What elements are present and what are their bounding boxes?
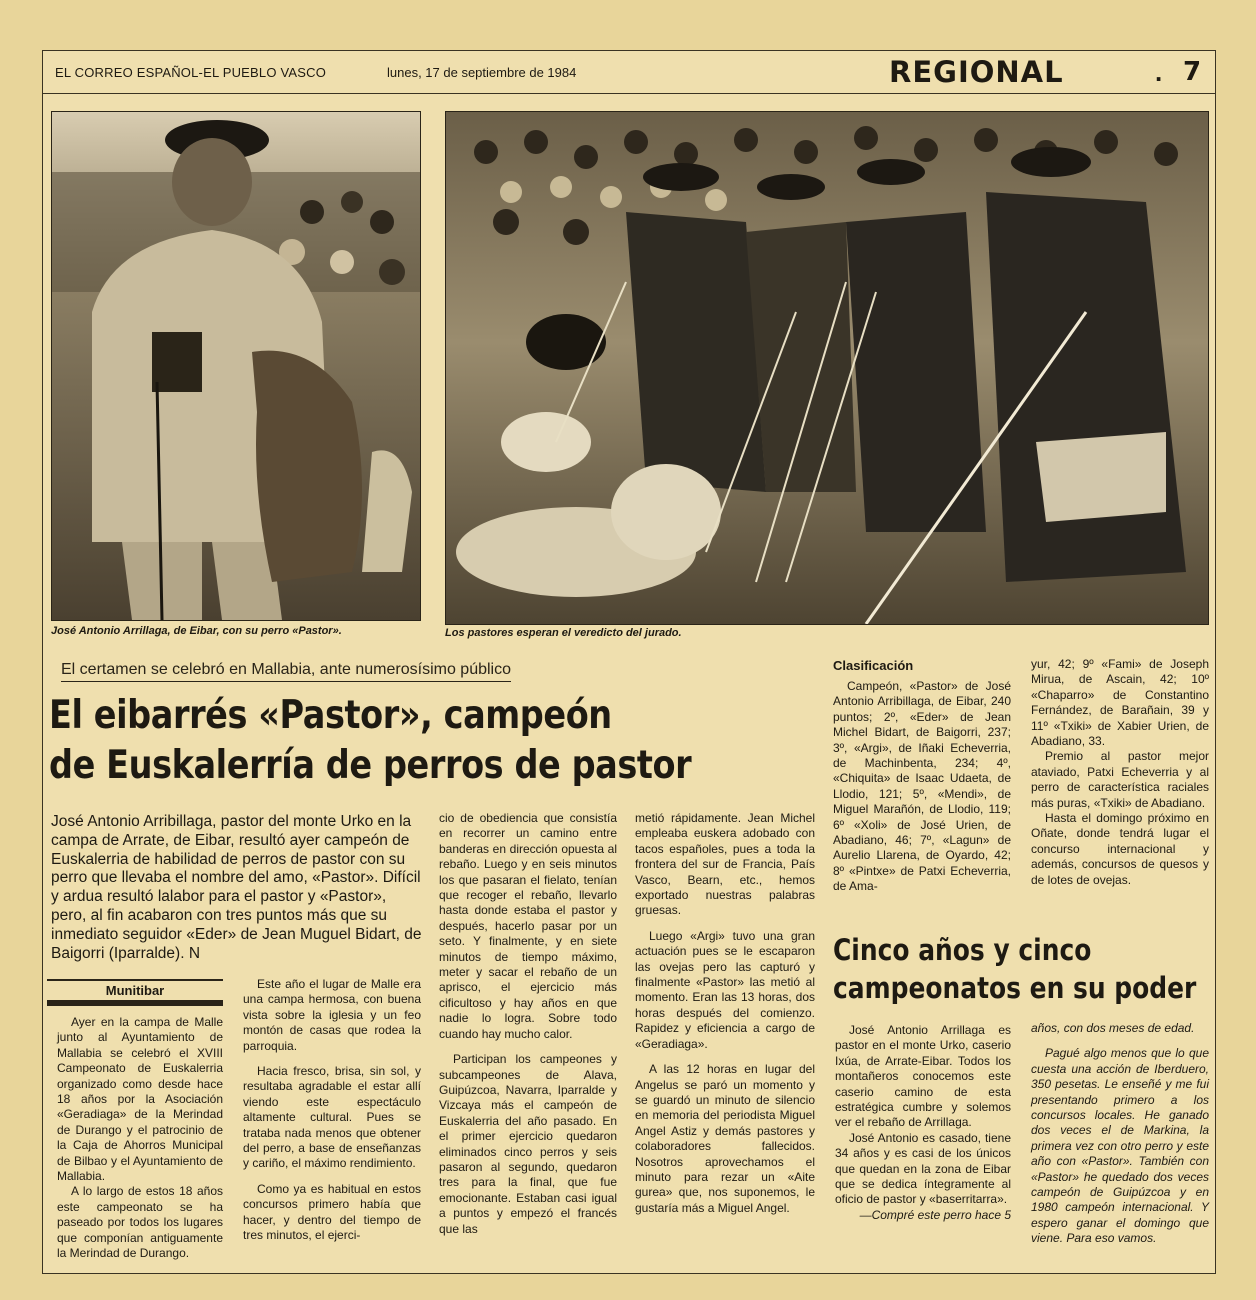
header-dot: .	[1155, 57, 1163, 87]
paragraph: Como ya es habitual en estos concursos primero había que hacer, y dentro del tiempo de tres minutos, el ejerci-	[243, 1181, 421, 1243]
paragraph: Pagué algo menos que lo que cuesta una acción de Iberduero, 350 pesetas. Le enseñé y me fui presentando primero a los concursos locales. He ganado dos veces el de Markina, la primera vez con otro perro y este año con «Pastor». También con «Pastor» he quedado dos veces campeón de Guipúzcoa y en 1980 campeón internacional. Y espero ganar el domingo que viene. Para eso vamos.	[1031, 1046, 1209, 1246]
photo-right-caption: Los pastores esperan el veredicto del jurado.	[445, 627, 682, 639]
newspaper-page	[42, 50, 1216, 1274]
photo-shepherd-illustration	[52, 112, 420, 620]
paragraph: Luego «Argi» tuvo una gran actuación pues se le escaparon las ovejas pero las capturó y finalmente «Pastor» las metió al momento. Eran las 13 horas, dos horas después del comienzo. Rapidez y eficiencia a cargo de «Geradiaga».	[635, 928, 815, 1051]
paragraph: —Compré este perro hace 5	[859, 1207, 1011, 1222]
photo-shepherds-waiting	[445, 111, 1209, 625]
page-number: 7	[1183, 57, 1202, 87]
photo-shepherd-with-dog	[51, 111, 421, 621]
paragraph: A lo largo de estos 18 años este campeonato se ha paseado por todos los lugares que componían antiguamente la Merindad de Durango.	[57, 1184, 223, 1261]
sidebar-headline	[833, 931, 1197, 1007]
sidebar-headline-line-2: campeonatos en su poder	[833, 971, 1197, 1005]
dateline-bottom-rule	[47, 1000, 223, 1006]
dateline: Munitibar	[105, 983, 165, 998]
article-column-4	[635, 811, 815, 1216]
paragraph: años, con dos meses de edad.	[1031, 1021, 1195, 1035]
article-column-3	[439, 811, 617, 1237]
dateline-box	[47, 979, 223, 1006]
sidebar-headline-line-1: Cinco años y cinco	[833, 933, 1092, 967]
paragraph: A las 12 horas en lugar del Angelus se paró un momento y se guardó un minuto de silencio en memoria del periodista Miguel Angel Astiz y demás pastores y colaboradores fallecidos. Nosotros aprovechamos el minuto para rezar un «Aite gurea» que, nos suponemos, le gustaría más a Miguel Angel.	[635, 1062, 815, 1215]
headline-line-2: de Euskalerría de perros de pastor	[49, 743, 692, 788]
section-title: REGIONAL	[889, 55, 1064, 89]
paragraph: Este año el lugar de Malle era una campa hermosa, con buena vista sobre la iglesia y un feo montón de casas que rodea la parroquia.	[243, 977, 421, 1053]
paragraph: Hacia fresco, brisa, sin sol, y resultaba agradable el estar allí viendo este espectáculo altamente cultural. Pues se trataba nada menos que obtener del perro, a base de enseñanzas y cariño, el máximo rendimiento.	[243, 1064, 421, 1171]
paragraph: Premio al pastor mejor ataviado, Patxi Echeverria y al perro de característica raciales más puras, «Txiki» de Abadiano.	[1031, 749, 1209, 810]
paragraph: Campeón, «Pastor» de José Antonio Arribillaga, de Eibar, 240 puntos; 2º, «Eder» de Jean Michel Bidart, de Baigorri, 237; 3º, «Argi», de Iñaki Echeverria, de Machinbenta, 234; 4º, «Chiquita» de Isaac Udaeta, de Llodio, 121; 5º, «Mendi», de Miguel Marañón, de Llodio, 119; 6º «Xoli» de José Urien, de Abadiano, 46; 7º, «Lagun» de Aurelio Llarena, de Oyardo, 42; 8º «Pintxe» de Patxi Echeverria, de Ama-	[833, 679, 1011, 894]
sidebar-column-1	[835, 1023, 1011, 1223]
article-lead: José Antonio Arribillaga, pastor del monte Urko en la campa de Arrate, de Eibar, resultó ayer campeón de Euskalerria de habilidad de perros de pastor con su perro que llevaba el nombre del amo, «Pastor». Difícil y ardua resultó lalabor para el pastor y «Pastor», pero, al fin acabaron con tres puntos más que su inmediato seguidor «Eder» de Jean Muguel Bidart, de Baigorri (Iparralde). N	[51, 813, 422, 962]
paragraph: cio de obediencia que consistía en recorrer un camino entre banderas en dirección opuesta al rebaño. Luego y en seis minutos los que pasaran el fielato, tenían que recoger el rebaño, llevarlo hasta donde estaba el pastor y después, hacerlo pasar por un seto. Y finalmente, y en siete minutos de tiempo máximo, meter y sacar el rebaño de un aprisco, el ejercicio más cificultoso y hay años en que nadie lo logra. Sobre todo cuando hay mucho calor.	[439, 811, 617, 1041]
paragraph: José Antonio Arrillaga es pastor en el monte Urko, caserio Ixúa, de Arrate-Eibar. Todos los montañeros conocemos este caserio camino de esta estratégica cumbre y solemos ver el rebaño de Arrillaga.	[835, 1023, 1011, 1130]
article-column-1	[57, 1015, 223, 1262]
page-header	[43, 51, 1215, 94]
paragraph: metió rápidamente. Jean Michel empleaba euskera adobado con tacos españoles, pues a toda la frontera del sur de Francia, País Vasco, Bearn, etc., hemos exportado nuestras palabras gruesas.	[635, 811, 815, 918]
article-headline	[49, 691, 720, 791]
newspaper-name: EL CORREO ESPAÑOL-EL PUEBLO VASCO	[55, 65, 327, 80]
article-column-2	[243, 977, 421, 1244]
classification-column-2	[1031, 657, 1209, 888]
paragraph: Hasta el domingo próximo en Oñate, donde tendrá lugar el concurso internacional y además, concursos de quesos y de lotes de ovejas.	[1031, 811, 1209, 887]
article-kicker: El certamen se celebró en Mallabia, ante numerosísimo público	[61, 661, 511, 682]
headline-line-1: El eibarrés «Pastor», campeón	[49, 693, 612, 738]
issue-date: lunes, 17 de septiembre de 1984	[387, 65, 577, 80]
paragraph: Ayer en la campa de Malle junto al Ayuntamiento de Mallabia se celebró el XVIII Campeonato de Euskalerria organizado como desde hace 18 años por la Asociación «Geradiaga» de la Merindad de Durango y el patrocinio de la Caja de Ahorros Municipal de Bilbao y el Ayuntamiento de Mallabia.	[57, 1015, 223, 1184]
paragraph: José Antonio es casado, tiene 34 años y es casi de los únicos que quedan en la zona de Eibar que se dedica íntegramente al oficio de pastor y «baserritarra».	[835, 1130, 1011, 1207]
photo-shepherds-illustration	[446, 112, 1208, 624]
sidebar-column-2	[1031, 1021, 1209, 1247]
classification-column-1	[833, 679, 1011, 895]
classification-title: Clasificación	[833, 658, 914, 673]
photo-left-caption: José Antonio Arrillaga, de Eibar, con su perro «Pastor».	[51, 625, 342, 637]
paragraph: yur, 42; 9º «Fami» de Joseph Mirua, de Ascain, 42; 10º «Chaparro» de Constantino Fernández, de Barañain, 39 y 11º «Txiki» de Xabier Urien, de Abadiano, 33.	[1031, 657, 1209, 749]
paragraph: Participan los campeones y subcampeones de Alava, Guipúzcoa, Navarra, Iparralde y Vizcaya más el campeón de Euskalerria del año pasado. En el primer ejercicio quedaron eliminados cinco perros y seis pasaron al segundo, quedaron tres para la final, que fue emocionante. Estaban casi igual a puntos y empezó el francés que las	[439, 1052, 617, 1236]
